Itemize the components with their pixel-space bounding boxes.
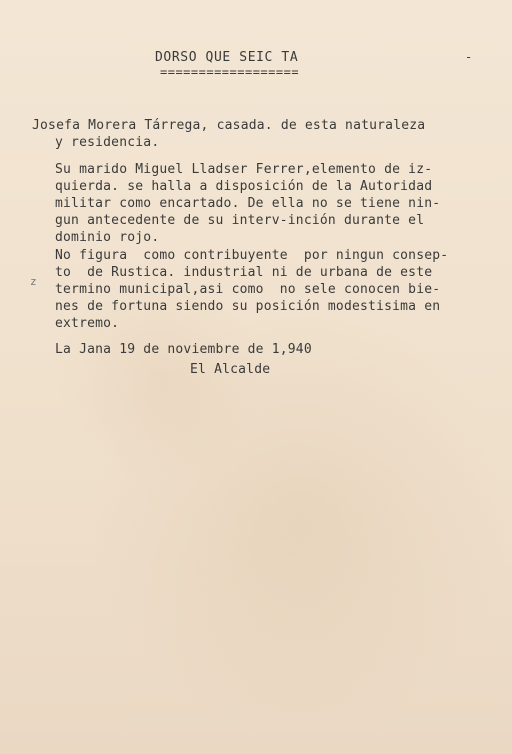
line-3: Su marido Miguel Lladser Ferrer,elemento de iz- (55, 162, 433, 177)
document-title: DORSO QUE SEIC TA (155, 50, 299, 65)
line-11: nes de fortuna siendo su posición modestisima en (55, 299, 441, 314)
corner-mark: - (465, 50, 473, 64)
date-line: La Jana 19 de noviembre de 1,940 (55, 342, 312, 357)
line-6: gun antecedente de su interv-inción durante el (55, 213, 425, 228)
margin-mark: z (30, 275, 37, 288)
line-4: quierda. se halla a disposición de la Autoridad (55, 179, 433, 194)
line-10: termino municipal,asi como no sele conocen bie- (55, 282, 441, 297)
line-7: dominio rojo. (55, 230, 160, 245)
signature-label: El Alcalde (190, 362, 271, 377)
line-12: extremo. (55, 316, 120, 331)
line-5: militar como encartado. De ella no se tiene nin- (55, 196, 441, 211)
line-9: to de Rustica. industrial ni de urbana de este (55, 265, 433, 280)
line-2: y residencia. (55, 135, 160, 150)
title-underline: ================== (160, 65, 300, 79)
line-1: Josefa Morera Tárrega, casada. de esta naturaleza (32, 118, 426, 133)
line-8: No figura como contribuyente por ningun consep- (55, 248, 449, 263)
